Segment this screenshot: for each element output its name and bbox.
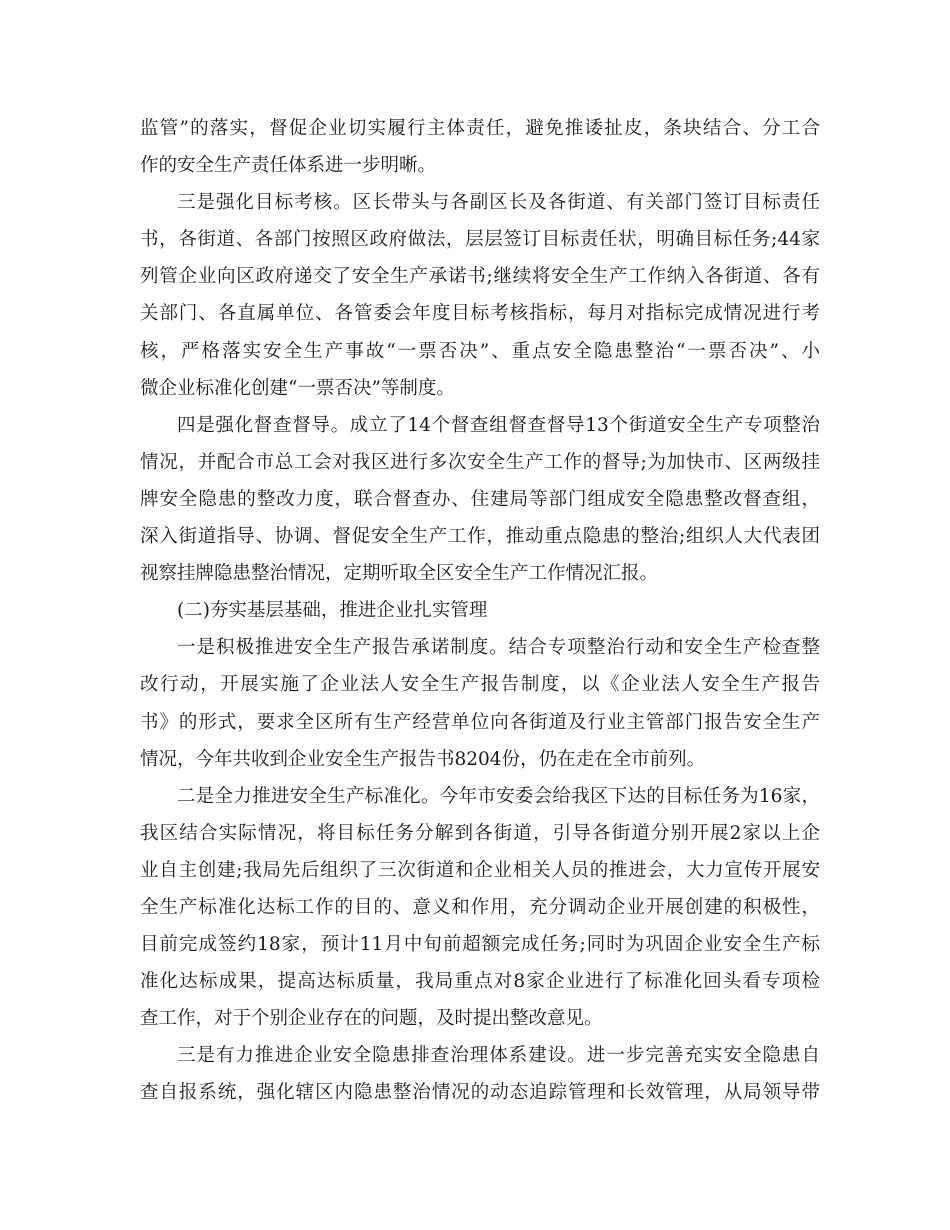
text-line: 我区结合实际情况，将目标任务分解到各街道，引导各街道分别开展2家以上企 [140,822,820,844]
text-line: 查自报系统，强化辖区内隐患整治情况的动态追踪管理和长效管理，从局领导带 [140,1082,820,1104]
paragraph-first-line: 四是强化督查督导。成立了14个督查组督查督导13个街道安全生产专项整治 [177,414,820,436]
paragraph-first-line: 一是积极推进安全生产报告承诺制度。结合专项整治行动和安全生产检查整 [177,637,820,659]
paragraph-first-line: 三是强化目标考核。区长带头与各副区长及各街道、有关部门签订目标责任 [177,192,820,214]
paragraph-first-line: 二是全力推进安全生产标准化。今年市安委会给我区下达的目标任务为16家， [177,785,820,807]
text-line: 牌安全隐患的整改力度，联合督查办、住建局等部门组成安全隐患整改督查组， [140,488,820,510]
text-line: 列管企业向区政府递交了安全生产承诺书;继续将安全生产工作纳入各街道、各有 [140,266,820,288]
text-line: 情况，今年共收到企业安全生产报告书8204份，仍在走在全市前列。 [140,748,706,770]
text-line: 目前完成签约18家，预计11月中旬前超额完成任务;同时为巩固企业安全生产标 [140,934,820,956]
text-line: 情况，并配合市总工会对我区进行多次安全生产工作的督导;为加快市、区两级挂 [140,451,820,473]
text-line: 准化达标成果，提高达标质量，我局重点对8家企业进行了标准化回头看专项检 [140,971,820,993]
text-line: 关部门、各直属单位、各管委会年度目标考核指标，每月对指标完成情况进行考 [140,303,820,325]
text-line: 书，各街道、各部门按照区政府做法，层层签订目标责任状，明确目标任务;44家 [140,229,820,251]
paragraph-first-line: 三是有力推进企业安全隐患排查治理体系建设。进一步完善充实安全隐患自 [177,1045,820,1067]
text-line: 监管”的落实，督促企业切实履行主体责任，避免推诿扯皮，条块结合、分工合 [140,118,820,139]
section-heading: (二)夯实基层基础，推进企业扎实管理 [177,600,488,622]
text-line: 核，严格落实安全生产事故“一票否决”、重点安全隐患整治“一票否决”、小 [140,340,820,362]
text-line: 查工作，对于个别企业存在的问题，及时提出整改意见。 [140,1008,603,1030]
text-line: 业自主创建;我局先后组织了三次街道和企业相关人员的推进会，大力宣传开展安 [140,859,820,881]
text-line: 深入街道指导、协调、督促安全生产工作，推动重点隐患的整治;组织人大代表团 [140,526,820,548]
document-body [140,110,820,1112]
text-line: 微企业标准化创建“一票否决”等制度。 [140,377,455,399]
text-line: 视察挂牌隐患整治情况，定期听取全区安全生产工作情况汇报。 [140,563,659,585]
text-line: 改行动，开展实施了企业法人安全生产报告制度，以《企业法人安全生产报告 [140,674,820,696]
text-line: 全生产标准化达标工作的目的、意义和作用，充分调动企业开展创建的积极性， [140,896,820,918]
text-line: 作的安全生产责任体系进一步明晰。 [140,155,437,177]
text-line: 书》的形式，要求全区所有生产经营单位向各街道及行业主管部门报告安全生产 [140,711,820,733]
